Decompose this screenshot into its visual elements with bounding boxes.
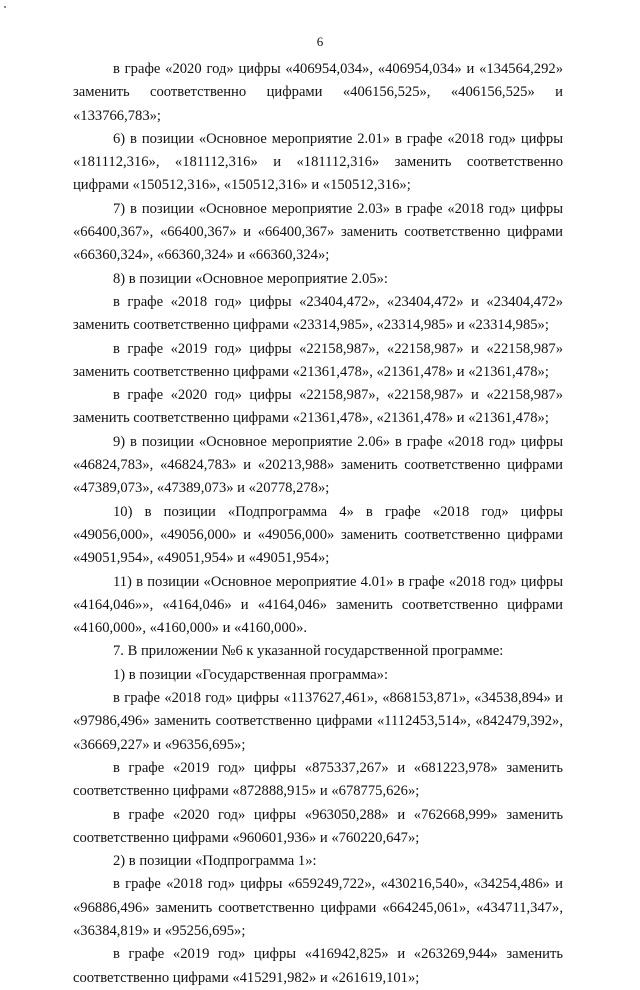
paragraph: в графе «2018 год» цифры «23404,472», «23404,472» и «23404,472» заменить соответственно цифрами «23314,985», «23314,985» и «23314,985»;: [73, 293, 563, 334]
paragraph: 7. В приложении №6 к указанной государственной программе:: [113, 643, 504, 660]
paragraph: 2) в позиции «Подпрограмма 1»:: [113, 853, 317, 870]
paragraph: в графе «2020 год» цифры «963050,288» и «762668,999» заменить соответственно цифрами «960601,936» и «760220,647»;: [73, 806, 563, 846]
paragraph: 6) в позиции «Основное мероприятие 2.01» в графе «2018 год» цифры «181112,316», «181112,316» и «181112,316» заменить соответственно цифрами «150512,316», «150512,316» и «150512,316»;: [73, 130, 563, 194]
paragraph: в графе «2018 год» цифры «659249,722», «430216,540», «34254,486» и «96886,496» заменить соответственно цифрами «664245,061», «434711,347», «36384,819» и «95256,695»;: [73, 876, 563, 939]
paragraph: в графе «2020 год» цифры «406954,034», «406954,034» и «134564,292» заменить соответственно цифрами «406156,525», «406156,525» и «133766,783»;: [73, 61, 563, 124]
paragraph: 10) в позиции «Подпрограмма 4» в графе «2018 год» цифры «49056,000», «49056,000» и «49056,000» заменить соответственно цифрами «49051,954», «49051,954» и «49051,954»;: [73, 503, 563, 567]
paragraph: 8) в позиции «Основное мероприятие 2.05»:: [113, 270, 388, 287]
paragraph: в графе «2020 год» цифры «22158,987», «22158,987» и «22158,987» заменить соответственно цифрами «21361,478», «21361,478» и «21361,478»;: [73, 387, 563, 427]
page-number: 6: [316, 34, 324, 49]
scan-speck: [4, 6, 6, 8]
paragraph: в графе «2019 год» цифры «22158,987», «22158,987» и «22158,987» заменить соответственно цифрами «21361,478», «21361,478» и «21361,478»;: [73, 340, 563, 380]
paragraph: в графе «2019 год» цифры «416942,825» и «263269,944» заменить соответственно цифрами «415291,982» и «261619,101»;: [73, 946, 563, 986]
paragraph: 9) в позиции «Основное мероприятие 2.06» в графе «2018 год» цифры «46824,783», «46824,783» и «20213,988» заменить соответственно цифрами «47389,073», «47389,073» и «20778,278»;: [73, 433, 563, 497]
document-body: [73, 58, 563, 990]
paragraph: 7) в позиции «Основное мероприятие 2.03» в графе «2018 год» цифры «66400,367», «66400,367» и «66400,367» заменить соответственно цифрами «66360,324», «66360,324» и «66360,324»;: [73, 200, 563, 264]
paragraph: 11) в позиции «Основное мероприятие 4.01» в графе «2018 год» цифры «4164,046»», «4164,046» и «4164,046» заменить соответственно цифрами «4160,000», «4160,000» и «4160,000».: [73, 573, 563, 637]
paragraph: в графе «2018 год» цифры «1137627,461», «868153,871», «34538,894» и «97986,496» заменить соответственно цифрами «1112453,514», «842479,392», «36669,227» и «96356,695»;: [73, 690, 563, 753]
paragraph: в графе «2019 год» цифры «875337,267» и «681223,978» заменить соответственно цифрами «872888,915» и «678775,626»;: [73, 759, 563, 800]
paragraph: 1) в позиции «Государственная программа»:: [113, 666, 389, 683]
